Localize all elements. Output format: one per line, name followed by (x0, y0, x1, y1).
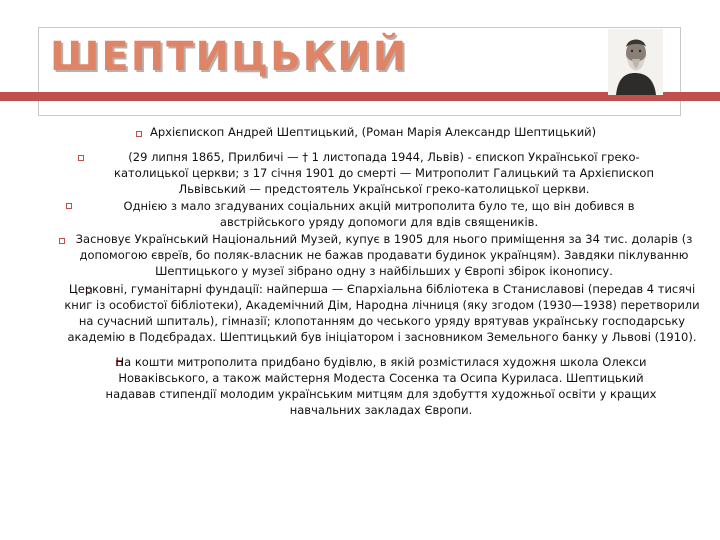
bullet-icon (66, 203, 72, 209)
list-item: (29 липня 1865, Прилбичі — † 1 листопада 1944, Львів) - єпископ Української греко-католицької церкви; з 17 січня 1901 до смерті — Митрополит Галицький та Архієпископ Львівський — предстоятель Української греко-католицької церкви. (114, 150, 654, 196)
bullet-icon (136, 131, 142, 137)
slide-title: ШЕПТИЦЬКИЙ (50, 34, 409, 80)
list-item: Архієпископ Андрей Шептицький, (Роман Марія Александр Шептицький) (150, 125, 597, 139)
list-item: Засновує Український Національний Музей, купує в 1905 для нього приміщення за 34 тис. доларів (з допомогою євреїв, бо поляк-власник не бажав продавати будинок українцям). Завдяки піклуванню Шептицького у музеї зібрано одну з найбільших у Європі збірок іконопису. (75, 232, 693, 278)
bullet-icon (78, 155, 84, 161)
list-item: Однією з мало згадуваних соціальних акцій митрополита було те, що він добився в австрійського уряду допомоги для вдів священиків. (123, 199, 635, 229)
bullet-icon (59, 238, 65, 244)
list-item: Церковні, гуманітарні фундації: найперша — Єпархіальна бібліотека в Станиславові (передав 4 тисячі книг із особистої бібліотеки), Академічний Дім, Народна лічниця (яку згодом (1930—1938) перетворили на сучасний шпиталь), гімназії; клопотанням до чеського уряду врятував українську господарську академію в Подєбрадах. Шептицький був ініціатором і засновником Земельного банку у Львові (1910). (64, 282, 700, 344)
list-item: На кошти митрополита придбано будівлю, в якій розмістилася художня школа Олекси Новаківського, а також майстерня Модеста Сосенка та Осипа Куриласа. Шептицький надавав стипендії молодим українським митцям для здобуття художньої освіти у кращих навчальних закладах Європи. (105, 355, 657, 417)
